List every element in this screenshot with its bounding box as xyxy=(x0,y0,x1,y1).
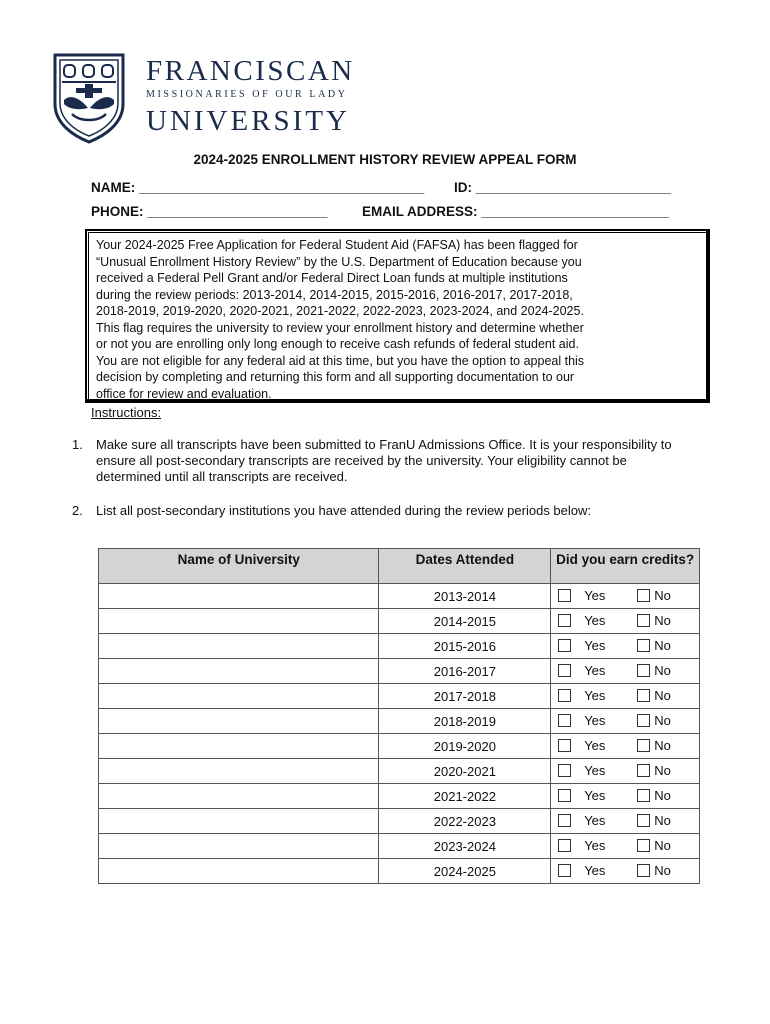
yes-checkbox[interactable] xyxy=(558,839,571,852)
no-label: No xyxy=(654,663,671,678)
notice-line: during the review periods: 2013-2014, 2014-2015, 2015-2016, 2016-2017, 2017-2018, xyxy=(96,287,573,302)
credits-cell xyxy=(551,684,700,709)
table-row xyxy=(99,659,700,684)
table-row xyxy=(99,734,700,759)
university-name-cell[interactable] xyxy=(99,659,379,684)
yes-checkbox[interactable] xyxy=(558,764,571,777)
credits-cell xyxy=(551,659,700,684)
credits-cell xyxy=(551,734,700,759)
yes-label: Yes xyxy=(584,788,606,803)
no-label: No xyxy=(654,638,671,653)
no-checkbox[interactable] xyxy=(637,664,650,677)
university-name-cell[interactable] xyxy=(99,859,379,884)
dates-attended-cell: 2022-2023 xyxy=(379,809,551,834)
no-label: No xyxy=(654,863,671,878)
university-name-cell[interactable] xyxy=(99,684,379,709)
table-row xyxy=(99,709,700,734)
header-dates-attended: Dates Attended xyxy=(379,549,551,584)
university-name-cell[interactable] xyxy=(99,759,379,784)
university-name-cell[interactable] xyxy=(99,809,379,834)
yes-label: Yes xyxy=(584,738,606,753)
id-field[interactable]: ID: __________________________ xyxy=(454,180,671,195)
table-row xyxy=(99,784,700,809)
notice-line: You are not eligible for any federal aid at this time, but you have the option to appeal this xyxy=(96,353,585,368)
notice-line: This flag requires the university to review your enrollment history and determine whether xyxy=(96,320,584,335)
dates-attended-cell: 2015-2016 xyxy=(379,634,551,659)
notice-line: Your 2024-2025 Free Application for Federal Student Aid (FAFSA) has been flagged for xyxy=(96,238,578,252)
logo-line-2: MISSIONARIES OF OUR LADY xyxy=(146,89,348,100)
franciscan-crest-icon xyxy=(52,52,126,144)
no-checkbox[interactable] xyxy=(637,789,650,802)
yes-checkbox[interactable] xyxy=(558,639,571,652)
yes-label: Yes xyxy=(584,763,606,778)
yes-label: Yes xyxy=(584,838,606,853)
university-name-cell[interactable] xyxy=(99,734,379,759)
no-checkbox[interactable] xyxy=(637,639,650,652)
credits-cell xyxy=(551,809,700,834)
header-name-of-university: Name of University xyxy=(99,549,379,584)
yes-checkbox[interactable] xyxy=(558,714,571,727)
yes-label: Yes xyxy=(584,863,606,878)
phone-field[interactable]: PHONE: ________________________ xyxy=(91,204,328,219)
yes-label: Yes xyxy=(584,638,606,653)
yes-label: Yes xyxy=(584,813,606,828)
fafsa-notice-box xyxy=(86,230,709,402)
no-checkbox[interactable] xyxy=(637,839,650,852)
credits-cell xyxy=(551,759,700,784)
no-label: No xyxy=(654,788,671,803)
no-checkbox[interactable] xyxy=(637,714,650,727)
yes-checkbox[interactable] xyxy=(558,614,571,627)
yes-label: Yes xyxy=(584,713,606,728)
credits-cell xyxy=(551,834,700,859)
step-line: determined until all transcripts are received. xyxy=(96,469,348,484)
step-number: 2. xyxy=(72,503,83,518)
table-row xyxy=(99,609,700,634)
university-logo xyxy=(52,52,355,144)
university-name-cell[interactable] xyxy=(99,584,379,609)
no-checkbox[interactable] xyxy=(637,614,650,627)
university-name-cell[interactable] xyxy=(99,834,379,859)
notice-line: decision by completing and returning this form and all supporting documentation to our xyxy=(96,370,575,384)
instruction-step-1 xyxy=(72,437,722,484)
credits-cell xyxy=(551,609,700,634)
yes-checkbox[interactable] xyxy=(558,814,571,827)
dates-attended-cell: 2017-2018 xyxy=(379,684,551,709)
table-row xyxy=(99,759,700,784)
university-name-cell[interactable] xyxy=(99,634,379,659)
dates-attended-cell: 2018-2019 xyxy=(379,709,551,734)
dates-attended-cell: 2021-2022 xyxy=(379,784,551,809)
no-label: No xyxy=(654,588,671,603)
step-line: ensure all post-secondary transcripts are received by the university. Your eligibility cannot be xyxy=(96,453,627,468)
credits-cell xyxy=(551,634,700,659)
notice-line: office for review and evaluation. xyxy=(96,386,272,401)
dates-attended-cell: 2023-2024 xyxy=(379,834,551,859)
step-number: 1. xyxy=(72,437,83,452)
notice-line: or not you are enrolling only long enough to receive cash refunds of federal student aid. xyxy=(96,337,579,351)
dates-attended-cell: 2014-2015 xyxy=(379,609,551,634)
no-checkbox[interactable] xyxy=(637,739,650,752)
logo-line-3: UNIVERSITY xyxy=(146,105,350,137)
yes-checkbox[interactable] xyxy=(558,589,571,602)
notice-line: “Unusual Enrollment History Review” by the U.S. Department of Education because you xyxy=(96,254,582,269)
instruction-step-2 xyxy=(72,503,722,519)
yes-label: Yes xyxy=(584,663,606,678)
header-earned-credits: Did you earn credits? xyxy=(551,549,700,584)
dates-attended-cell: 2024-2025 xyxy=(379,859,551,884)
yes-label: Yes xyxy=(584,588,606,603)
yes-checkbox[interactable] xyxy=(558,739,571,752)
university-name-cell[interactable] xyxy=(99,609,379,634)
yes-label: Yes xyxy=(584,613,606,628)
dates-attended-cell: 2019-2020 xyxy=(379,734,551,759)
dates-attended-cell: 2016-2017 xyxy=(379,659,551,684)
table-row xyxy=(99,634,700,659)
credits-cell xyxy=(551,709,700,734)
yes-checkbox[interactable] xyxy=(558,689,571,702)
credits-cell xyxy=(551,784,700,809)
no-checkbox[interactable] xyxy=(637,764,650,777)
table-row xyxy=(99,809,700,834)
university-name-cell[interactable] xyxy=(99,784,379,809)
no-checkbox[interactable] xyxy=(637,864,650,877)
table-row xyxy=(99,584,700,609)
notice-line: received a Federal Pell Grant and/or Federal Direct Loan funds at multiple institutions xyxy=(96,271,568,285)
table-row xyxy=(99,684,700,709)
yes-checkbox[interactable] xyxy=(558,864,571,877)
no-label: No xyxy=(654,763,671,778)
no-label: No xyxy=(654,838,671,853)
step-line: Make sure all transcripts have been submitted to FranU Admissions Office. It is your responsibility to xyxy=(96,437,672,452)
no-checkbox[interactable] xyxy=(637,589,650,602)
yes-checkbox[interactable] xyxy=(558,789,571,802)
no-label: No xyxy=(654,713,671,728)
notice-line: 2018-2019, 2019-2020, 2020-2021, 2021-2022, 2022-2023, 2023-2024, and 2024-2025. xyxy=(96,304,584,318)
no-checkbox[interactable] xyxy=(637,814,650,827)
no-label: No xyxy=(654,813,671,828)
no-checkbox[interactable] xyxy=(637,689,650,702)
credits-cell xyxy=(551,859,700,884)
yes-label: Yes xyxy=(584,688,606,703)
institutions-table xyxy=(98,548,700,884)
credits-cell xyxy=(551,584,700,609)
table-row xyxy=(99,834,700,859)
table-header-row xyxy=(99,549,700,584)
no-label: No xyxy=(654,613,671,628)
table-body xyxy=(99,584,700,884)
form-title: 2024-2025 ENROLLMENT HISTORY REVIEW APPEAL FORM xyxy=(193,152,577,167)
step-line: List all post-secondary institutions you have attended during the review periods below: xyxy=(96,503,592,518)
instructions-label: Instructions: xyxy=(91,405,162,420)
email-field[interactable]: EMAIL ADDRESS: _________________________ xyxy=(362,204,669,219)
logo-line-1: FRANCISCAN xyxy=(146,55,355,87)
yes-checkbox[interactable] xyxy=(558,664,571,677)
name-field[interactable]: NAME: ______________________________________ xyxy=(91,180,425,195)
dates-attended-cell: 2020-2021 xyxy=(379,759,551,784)
dates-attended-cell: 2013-2014 xyxy=(379,584,551,609)
no-label: No xyxy=(654,738,671,753)
table-row xyxy=(99,859,700,884)
university-name-cell[interactable] xyxy=(99,709,379,734)
no-label: No xyxy=(654,688,671,703)
